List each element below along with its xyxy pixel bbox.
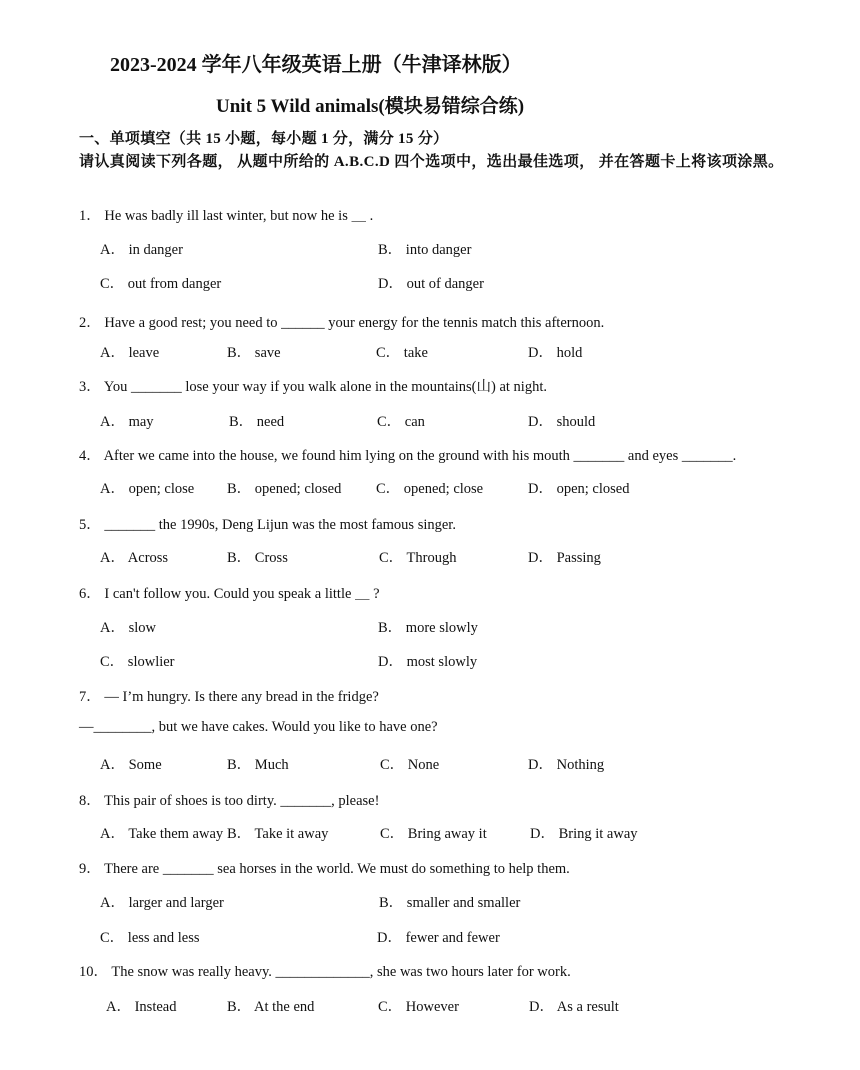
question-6-option-d: D． most slowly [378, 654, 478, 670]
question-6-option-b: B． more slowly [378, 620, 478, 636]
question-2-option-d: D． hold [528, 345, 583, 361]
page-title: 2023-2024 学年八年级英语上册（牛津译林版） [110, 54, 522, 76]
question-1-option-c: C． out from danger [100, 276, 222, 292]
question-5-option-d: D． Passing [528, 550, 601, 566]
question-2-stem: 2． Have a good rest; you need to ______ your energy for the tennis match this afternoon. [79, 315, 605, 331]
question-7-option-b: B． Much [227, 757, 289, 773]
question-5-option-a: A． Across [100, 550, 169, 566]
question-3-option-d: D． should [528, 414, 596, 430]
question-2-option-b: B． save [227, 345, 281, 361]
instructions: 请认真阅读下列各题， 从题中所给的 A.B.C.D 四个选项中，选出最佳选项， 并在答题卡上将该项涂黑。 [79, 154, 784, 170]
question-8-stem: 8． This pair of shoes is too dirty. _______, please! [79, 793, 380, 809]
question-4-option-b: B． opened; closed [227, 481, 342, 497]
question-5-option-c: C． Through [379, 550, 457, 566]
question-3-option-a: A． may [100, 414, 154, 430]
question-8-option-b: B． Take it away [227, 826, 329, 842]
question-5-option-b: B． Cross [227, 550, 288, 566]
question-9-option-d: D． fewer and fewer [377, 930, 500, 946]
question-4-option-a: A． open; close [100, 481, 195, 497]
question-10-option-c: C． However [378, 999, 459, 1015]
question-3-stem: 3． You _______ lose your way if you walk alone in the mountains(山) at night. [79, 379, 547, 395]
question-2-option-a: A． leave [100, 345, 160, 361]
question-1-option-d: D． out of danger [378, 276, 484, 292]
question-7-stem: 7． — I’m hungry. Is there any bread in the fridge? [79, 689, 379, 705]
question-9-option-b: B． smaller and smaller [379, 895, 521, 911]
question-6-option-c: C． slowlier [100, 654, 175, 670]
page-subtitle: Unit 5 Wild animals(模块易错综合练) [216, 96, 525, 117]
section-heading: 一、单项填空（共 15 小题，每小题 1 分，满分 15 分） [79, 131, 449, 147]
question-1-option-b: B． into danger [378, 242, 472, 258]
question-3-option-c: C． can [377, 414, 425, 430]
question-10-stem: 10． The snow was really heavy. _____________, she was two hours later for work. [79, 964, 571, 980]
question-4-option-d: D． open; closed [528, 481, 630, 497]
question-7-option-d: D． Nothing [528, 757, 605, 773]
question-4-stem: 4． After we came into the house, we found him lying on the ground with his mouth _______ and eyes _______. [79, 448, 737, 464]
question-9-option-c: C． less and less [100, 930, 200, 946]
question-1-stem: 1． He was badly ill last winter, but now he is ＿ . [79, 208, 374, 224]
question-10-option-b: B． At the end [227, 999, 315, 1015]
question-5-stem: 5． _______ the 1990s, Deng Lijun was the most famous singer. [79, 517, 456, 533]
question-6-stem: 6． I can't follow you. Could you speak a little ＿ ? [79, 586, 380, 602]
question-1-option-a: A． in danger [100, 242, 183, 258]
question-7-stem-reply: —________, but we have cakes. Would you like to have one? [79, 719, 438, 735]
question-9-option-a: A． larger and larger [100, 895, 224, 911]
question-8-option-a: A． Take them away [100, 826, 224, 842]
question-2-option-c: C． take [376, 345, 428, 361]
question-3-option-b: B． need [229, 414, 285, 430]
question-8-option-c: C． Bring away it [380, 826, 487, 842]
question-9-stem: 9． There are _______ sea horses in the world. We must do something to help them. [79, 861, 570, 877]
question-10-option-d: D． As a result [529, 999, 619, 1015]
question-4-option-c: C． opened; close [376, 481, 484, 497]
question-10-option-a: A． Instead [106, 999, 177, 1015]
question-6-option-a: A． slow [100, 620, 156, 636]
question-7-option-a: A． Some [100, 757, 162, 773]
question-8-option-d: D． Bring it away [530, 826, 638, 842]
question-7-option-c: C． None [380, 757, 440, 773]
